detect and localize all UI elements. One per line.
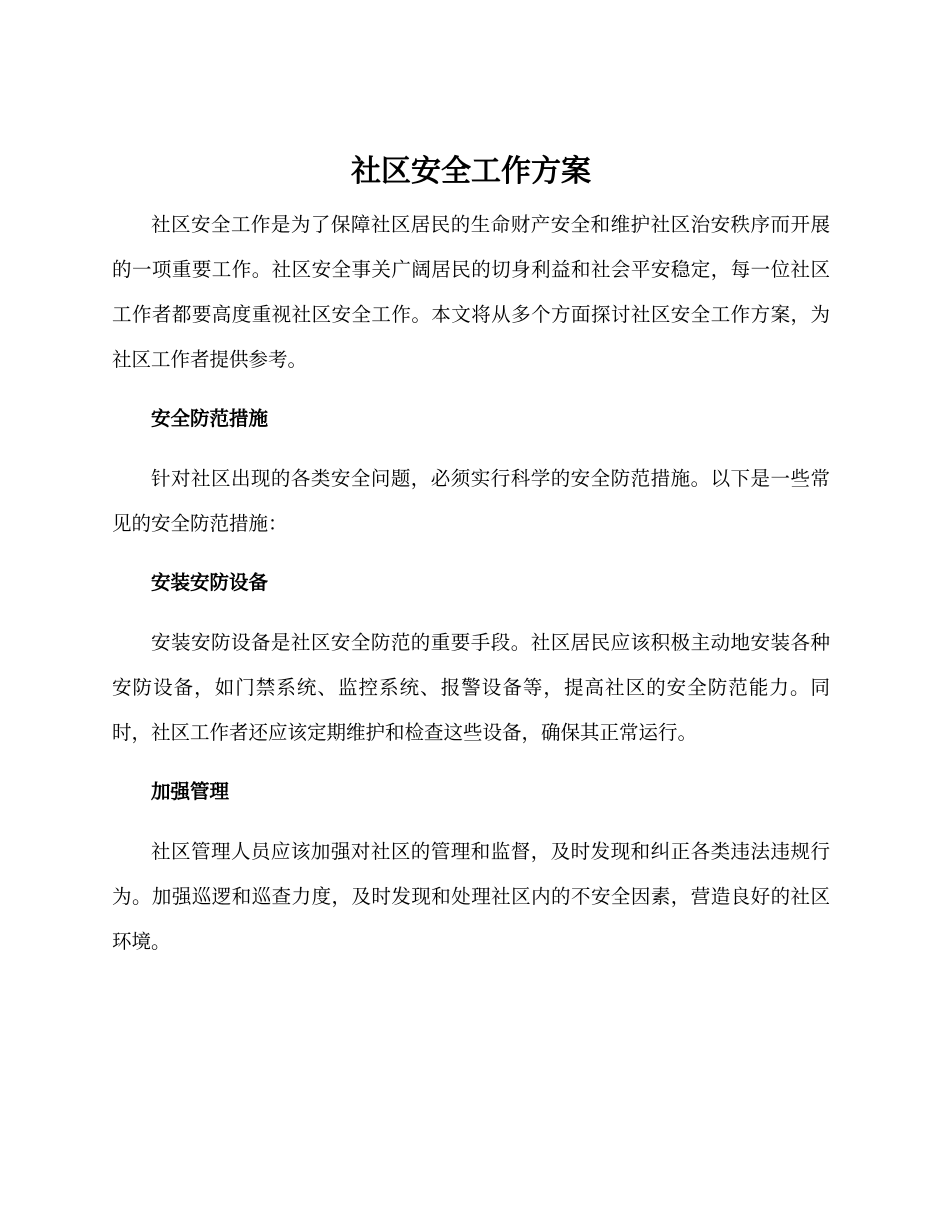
section-heading-strengthen-management: 加强管理 [151, 780, 230, 803]
section-heading-install-equipment: 安装安防设备 [151, 571, 269, 594]
document-title: 社区安全工作方案 [351, 154, 591, 189]
intro-paragraph: 社区安全工作是为了保障社区居民的生命财产安全和维护社区治安秩序而开展的一项重要工作。社区安全事关广阔居民的切身利益和社会平安稳定，每一位社区工作者都要高度重视社区安全工作。本文将从多个方面探讨社区安全工作方案，为社区工作者提供参考。 [112, 213, 830, 371]
section-paragraph-strengthen-management: 社区管理人员应该加强对社区的管理和监督，及时发现和纠正各类违法违规行为。加强巡逻和巡查力度，及时发现和处理社区内的不安全因素，营造良好的社区环境。 [112, 840, 830, 953]
section-paragraph-install-equipment: 安装安防设备是社区安全防范的重要手段。社区居民应该积极主动地安装各种安防设备，如门禁系统、监控系统、报警设备等，提高社区的安全防范能力。同时，社区工作者还应该定期维护和检查这些设备，确保其正常运行。 [112, 631, 830, 744]
section-heading-security-measures: 安全防范措施 [151, 407, 269, 430]
section-paragraph-security-measures: 针对社区出现的各类安全问题，必须实行科学的安全防范措施。以下是一些常见的安全防范措施： [112, 467, 830, 535]
